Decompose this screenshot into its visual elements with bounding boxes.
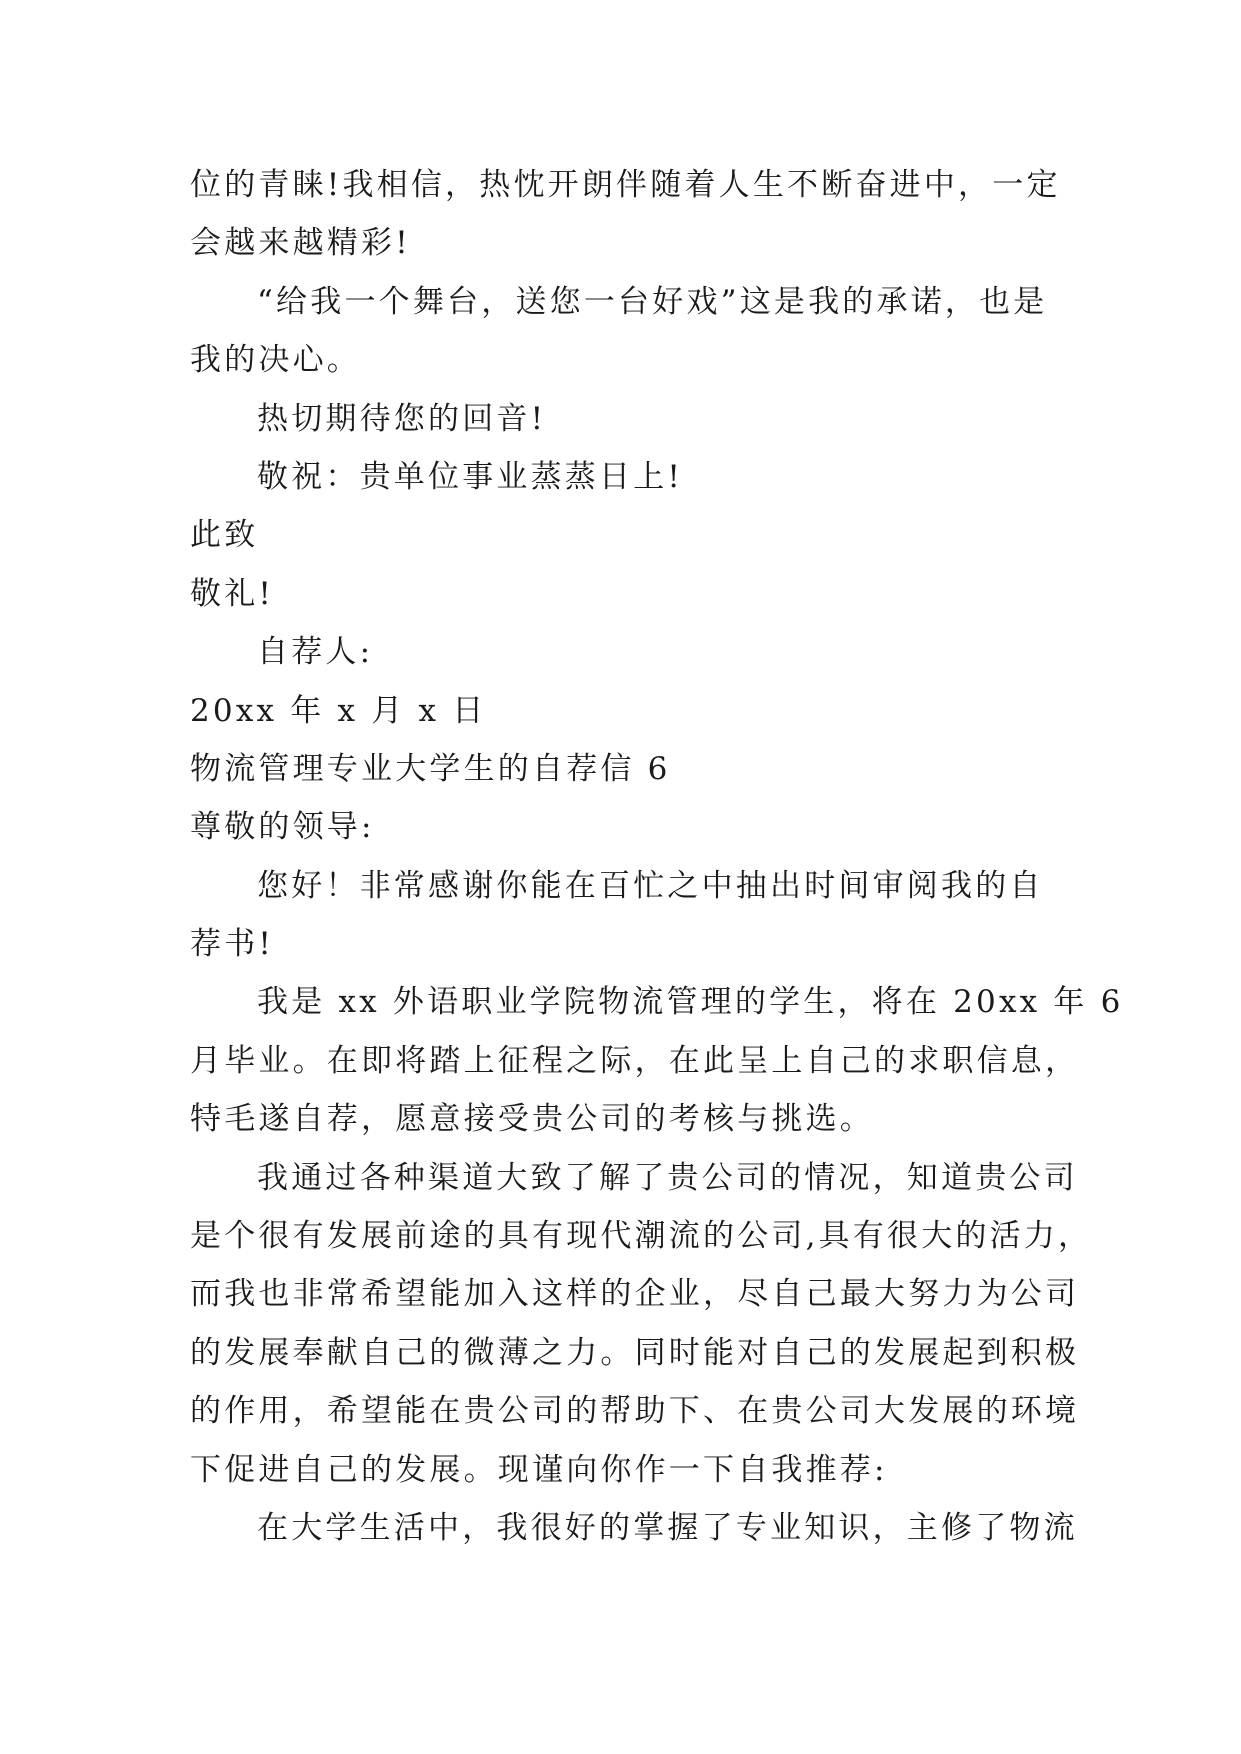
section-title: 物流管理专业大学生的自荐信 6 <box>190 750 671 787</box>
closing-line-1: 此致 <box>190 517 259 554</box>
text-line-23: 下促进自己的发展。现谨向你作一下自我推荐: <box>190 1451 888 1488</box>
signature-label: 自荐人: <box>257 634 374 671</box>
text-line-14: 荐书! <box>190 926 275 963</box>
text-line-24: 在大学生活中，我很好的掌握了专业知识，主修了物流 <box>257 1509 1078 1546</box>
text-line-2: 会越来越精彩! <box>190 225 411 262</box>
date-line: 20xx 年 x 月 x 日 <box>190 692 487 729</box>
text-line-17: 特毛遂自荐，愿意接受贵公司的考核与挑选。 <box>190 1101 874 1138</box>
text-line-3: “给我一个舞台，送您一台好戏”这是我的承诺，也是 <box>257 283 1048 320</box>
text-line-16: 月毕业。在即将踏上征程之际，在此呈上自己的求职信息， <box>190 1042 1080 1079</box>
text-line-6: 敬祝：贵单位事业蒸蒸日上! <box>257 458 684 495</box>
text-line-15: 我是 xx 外语职业学院物流管理的学生，将在 20xx 年 6 <box>257 984 1124 1021</box>
salutation: 尊敬的领导: <box>190 809 375 846</box>
text-line-20: 而我也非常希望能加入这样的企业，尽自己最大努力为公司 <box>190 1276 1080 1313</box>
text-line-13: 您好！非常感谢你能在百忙之中抽出时间审阅我的自 <box>257 867 1044 904</box>
document-page <box>190 156 1124 1557</box>
text-line-1: 位的青睐!我相信，热忱开朗伴随着人生不断奋进中，一定 <box>190 167 1061 203</box>
text-line-18: 我通过各种渠道大致了解了贵公司的情况，知道贵公司 <box>257 1159 1078 1196</box>
text-line-22: 的作用，希望能在贵公司的帮助下、在贵公司大发展的环境 <box>190 1393 1080 1430</box>
closing-line-2: 敬礼! <box>190 575 275 612</box>
text-line-4: 我的决心。 <box>190 342 361 379</box>
text-line-21: 的发展奉献自己的微薄之力。同时能对自己的发展起到积极 <box>190 1334 1080 1371</box>
text-line-5: 热切期待您的回音! <box>257 400 547 437</box>
text-line-19: 是个很有发展前途的具有现代潮流的公司,具有很大的活力， <box>190 1218 1093 1255</box>
